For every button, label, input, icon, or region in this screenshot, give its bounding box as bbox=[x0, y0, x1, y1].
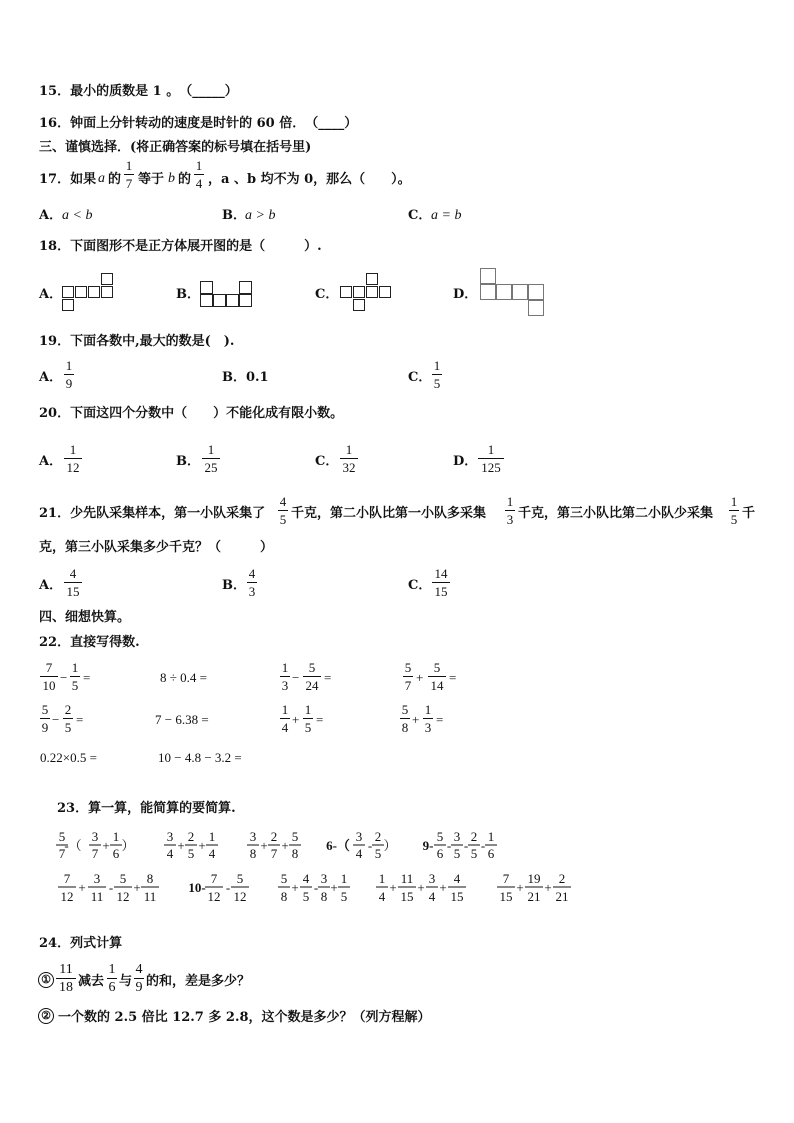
q20-option-d-fraction: 1 125 bbox=[478, 442, 504, 475]
svg-text:+: + bbox=[133, 880, 141, 895]
svg-text:7: 7 bbox=[502, 871, 510, 886]
svg-text:5: 5 bbox=[470, 846, 478, 861]
q20-option-a: A． bbox=[39, 454, 63, 469]
q20-option-b-fraction: 1 25 bbox=[202, 442, 220, 475]
svg-text:7: 7 bbox=[270, 846, 278, 861]
q17-text: 等于 bbox=[138, 172, 165, 187]
q19-option-b: B．0.1 bbox=[222, 370, 269, 385]
q17-option-c-value: a = b bbox=[431, 208, 462, 223]
svg-text:7: 7 bbox=[210, 871, 218, 886]
q17-var-a: a bbox=[98, 171, 105, 186]
svg-text:6-（: 6-（ bbox=[326, 838, 350, 853]
svg-text:7: 7 bbox=[58, 846, 66, 861]
q17-option-a: A． bbox=[39, 208, 63, 223]
q21-option-b-fraction: 4 3 bbox=[248, 566, 256, 599]
q21-option-a: A． bbox=[39, 578, 63, 593]
q21-fraction-2: 1 3 bbox=[506, 494, 514, 527]
svg-text:3: 3 bbox=[320, 871, 328, 886]
q22-e4-op: + bbox=[416, 670, 424, 685]
svg-text:3: 3 bbox=[249, 829, 257, 844]
svg-text:5: 5 bbox=[280, 871, 288, 886]
svg-text:7: 7 bbox=[91, 846, 99, 861]
q22-e3-eq: = bbox=[324, 670, 332, 685]
q22-e3-frac-a: 1 3 bbox=[281, 660, 289, 693]
question-22: 22．直接写得数. bbox=[39, 635, 140, 650]
q21-fraction-1: 4 5 bbox=[279, 494, 287, 527]
q21-option-a-fraction: 4 15 bbox=[64, 566, 82, 599]
svg-text:5: 5 bbox=[236, 871, 244, 886]
q20-option-d: D． bbox=[453, 454, 478, 469]
svg-text:5: 5 bbox=[58, 829, 66, 844]
q22-e4-frac-b: 5 14 bbox=[428, 660, 446, 693]
question-21-text: 千 bbox=[742, 506, 756, 521]
svg-text:12: 12 bbox=[116, 889, 130, 904]
svg-text:1: 1 bbox=[112, 829, 120, 844]
question-21: 21．少先队采集样本，第一小队采集了 bbox=[39, 506, 266, 521]
svg-text:3: 3 bbox=[453, 829, 461, 844]
svg-text:8: 8 bbox=[280, 889, 288, 904]
q24-item-1-text: 减去 bbox=[78, 974, 105, 989]
svg-text:5: 5 bbox=[340, 889, 348, 904]
q17-fraction-1: 1 7 bbox=[125, 158, 133, 191]
q24-item-1-text: 的和，差是多少？ bbox=[146, 974, 251, 989]
q22-e5-frac-b: 2 5 bbox=[64, 702, 72, 735]
q21-option-c-fraction: 14 15 bbox=[432, 566, 450, 599]
svg-text:8: 8 bbox=[146, 871, 154, 886]
svg-text:4: 4 bbox=[355, 846, 363, 861]
q22-e8-frac-a: 5 8 bbox=[401, 702, 409, 735]
q21-option-c: C． bbox=[408, 578, 432, 593]
svg-text:+: + bbox=[330, 880, 338, 895]
svg-text:3: 3 bbox=[355, 829, 363, 844]
q22-e5-frac-a: 5 9 bbox=[41, 702, 49, 735]
q24-frac-2: 1 6 bbox=[108, 962, 116, 995]
svg-text:4: 4 bbox=[428, 889, 436, 904]
q22-e7-op: + bbox=[292, 712, 300, 727]
svg-text:15: 15 bbox=[450, 889, 464, 904]
svg-text:2: 2 bbox=[270, 829, 278, 844]
question-21-line2: 克，第三小队采集多少千克？（ ） bbox=[39, 540, 274, 555]
svg-text:15: 15 bbox=[400, 889, 414, 904]
q17-text: ，a 、b 均不为 0，那么（ ）。 bbox=[208, 172, 411, 187]
svg-text:6: 6 bbox=[487, 846, 495, 861]
svg-text:21: 21 bbox=[527, 889, 541, 904]
q24-item-1-text: 与 bbox=[119, 974, 133, 989]
question-17-pre: 17．如果 bbox=[39, 172, 97, 187]
q22-e1-op: − bbox=[60, 670, 68, 685]
q22-e1-eq: = bbox=[83, 670, 91, 685]
svg-text:6: 6 bbox=[436, 846, 444, 861]
svg-text:8: 8 bbox=[291, 846, 299, 861]
q22-e3-op: − bbox=[292, 670, 300, 685]
svg-text:19: 19 bbox=[527, 871, 541, 886]
svg-text:4: 4 bbox=[378, 889, 386, 904]
svg-text:-: - bbox=[446, 838, 452, 853]
section-3-heading: 三、谨慎选择．(将正确答案的标号填在括号里) bbox=[39, 140, 312, 155]
svg-text:5: 5 bbox=[187, 846, 195, 861]
svg-text:2: 2 bbox=[558, 871, 566, 886]
q18-option-b: B． bbox=[176, 287, 200, 302]
q24-frac-3: 4 9 bbox=[135, 962, 143, 995]
q21-fraction-3: 1 5 bbox=[730, 494, 738, 527]
q18-option-a: A． bbox=[39, 287, 63, 302]
svg-text:3: 3 bbox=[428, 871, 436, 886]
q19-option-c-fraction: 1 5 bbox=[433, 358, 441, 391]
q19-option-a: A． bbox=[39, 370, 63, 385]
svg-text:5: 5 bbox=[119, 871, 127, 886]
q18-option-c: C． bbox=[315, 287, 339, 302]
svg-text:-: - bbox=[367, 838, 373, 853]
svg-text:1: 1 bbox=[378, 871, 386, 886]
q22-e8-frac-b: 1 3 bbox=[424, 702, 432, 735]
section-4-heading: 四、细想快算。 bbox=[39, 610, 131, 625]
svg-text:+: + bbox=[281, 838, 289, 853]
svg-text:3: 3 bbox=[91, 829, 99, 844]
svg-text:-（: -（ bbox=[64, 838, 82, 853]
svg-text:11: 11 bbox=[143, 889, 157, 904]
q22-e8-eq: = bbox=[436, 712, 444, 727]
q17-option-a-value: a < b bbox=[62, 208, 93, 223]
svg-text:+: + bbox=[417, 880, 425, 895]
svg-text:+: + bbox=[260, 838, 268, 853]
svg-text:4: 4 bbox=[302, 871, 310, 886]
q24-frac-1: 11 18 bbox=[56, 962, 76, 995]
q22-e1-frac-b: 1 5 bbox=[71, 660, 79, 693]
svg-text:+: + bbox=[78, 880, 86, 895]
q22-e1-frac-a: 7 10 bbox=[40, 660, 58, 693]
svg-text:11: 11 bbox=[400, 871, 414, 886]
svg-text:+: + bbox=[198, 838, 206, 853]
q20-option-a-fraction: 1 12 bbox=[64, 442, 82, 475]
svg-text:-: - bbox=[313, 880, 319, 895]
svg-text:5: 5 bbox=[436, 829, 444, 844]
question-21-text: 千克，第二小队比第一小队多采集 bbox=[291, 506, 487, 521]
svg-text:-: - bbox=[225, 880, 231, 895]
q20-option-c-fraction: 1 32 bbox=[340, 442, 358, 475]
svg-text:5: 5 bbox=[302, 889, 310, 904]
svg-text:6: 6 bbox=[112, 846, 120, 861]
q17-option-b: B． bbox=[222, 208, 246, 223]
q20-option-b: B． bbox=[176, 454, 200, 469]
svg-text:12: 12 bbox=[233, 889, 247, 904]
svg-text:）: ） bbox=[121, 838, 135, 853]
svg-text:+: + bbox=[291, 880, 299, 895]
svg-text:）: ） bbox=[383, 838, 397, 853]
q22-e2: 8 ÷ 0.4 = bbox=[160, 670, 207, 685]
svg-text:+: + bbox=[102, 838, 110, 853]
svg-text:+: + bbox=[439, 880, 447, 895]
svg-text:2: 2 bbox=[374, 829, 382, 844]
svg-text:12: 12 bbox=[207, 889, 221, 904]
question-16: 16．钟面上分针转动的速度是时针的 60 倍． （____） bbox=[39, 116, 358, 131]
svg-text:-: - bbox=[480, 838, 486, 853]
svg-text:4: 4 bbox=[208, 846, 216, 861]
svg-text:3: 3 bbox=[93, 871, 101, 886]
q22-e8-op: + bbox=[412, 712, 420, 727]
svg-text:12: 12 bbox=[60, 889, 74, 904]
svg-text:7: 7 bbox=[63, 871, 71, 886]
q22-e3-frac-b: 5 24 bbox=[303, 660, 321, 693]
svg-text:+: + bbox=[516, 880, 524, 895]
svg-text:5: 5 bbox=[453, 846, 461, 861]
q22-e5-op: − bbox=[52, 712, 60, 727]
question-21-text: 千克，第三小队比第二小队少采集 bbox=[518, 506, 714, 521]
q22-e4-eq: = bbox=[449, 670, 457, 685]
svg-text:2: 2 bbox=[187, 829, 195, 844]
svg-text:-: - bbox=[108, 880, 114, 895]
q19-option-a-fraction: 1 9 bbox=[65, 358, 73, 391]
q20-option-c: C． bbox=[315, 454, 339, 469]
question-15: 15．最小的质数是 1 。 （_____） bbox=[39, 84, 238, 99]
svg-text:+: + bbox=[544, 880, 552, 895]
svg-text:9-: 9- bbox=[422, 838, 434, 853]
svg-text:5: 5 bbox=[374, 846, 382, 861]
svg-text:+: + bbox=[177, 838, 185, 853]
question-24: 24．列式计算 bbox=[39, 936, 123, 951]
q22-e6: 7 − 6.38 = bbox=[155, 712, 209, 727]
svg-text:5: 5 bbox=[291, 829, 299, 844]
svg-text:1: 1 bbox=[487, 829, 495, 844]
q22-e4-frac-a: 5 7 bbox=[404, 660, 412, 693]
question-18: 18．下面图形不是正方体展开图的是（ ）. bbox=[39, 239, 322, 254]
q22-e7-eq: = bbox=[316, 712, 324, 727]
svg-text:3: 3 bbox=[166, 829, 174, 844]
q22-e7-frac-a: 1 4 bbox=[281, 702, 289, 735]
q17-fraction-2: 1 4 bbox=[195, 158, 203, 191]
svg-text:1: 1 bbox=[208, 829, 216, 844]
q24-item-2-text: 一个数的 2.5 倍比 12.7 多 2.8，这个数是多少？（列方程解） bbox=[58, 1010, 431, 1025]
q22-e5-eq: = bbox=[76, 712, 84, 727]
question-20: 20．下面这四个分数中（ ）不能化成有限小数。 bbox=[39, 406, 344, 421]
svg-text:+: + bbox=[389, 880, 397, 895]
q22-e9: 0.22×0.5 = bbox=[40, 750, 97, 765]
question-23: 23．算一算，能简算的要简算. bbox=[57, 801, 236, 816]
q24-item-1-marker: ① bbox=[38, 972, 55, 988]
q19-option-c: C． bbox=[408, 370, 432, 385]
svg-text:10-: 10- bbox=[188, 880, 206, 895]
q22-e10: 10 − 4.8 − 3.2 = bbox=[158, 750, 242, 765]
svg-text:1: 1 bbox=[340, 871, 348, 886]
q23-expressions bbox=[40, 825, 600, 910]
svg-text:-: - bbox=[463, 838, 469, 853]
q17-option-b-value: a > b bbox=[245, 208, 276, 223]
svg-text:21: 21 bbox=[555, 889, 569, 904]
q22-e7-frac-b: 1 5 bbox=[304, 702, 312, 735]
svg-text:15: 15 bbox=[499, 889, 513, 904]
q17-text: 的 bbox=[108, 172, 122, 187]
svg-text:4: 4 bbox=[166, 846, 174, 861]
svg-text:11: 11 bbox=[90, 889, 104, 904]
q21-option-b: B． bbox=[222, 578, 246, 593]
q17-var-b: b bbox=[168, 171, 175, 186]
svg-text:8: 8 bbox=[320, 889, 328, 904]
svg-text:8: 8 bbox=[249, 846, 257, 861]
q17-option-c: C． bbox=[408, 208, 432, 223]
q17-text: 的 bbox=[178, 172, 192, 187]
question-19: 19．下面各数中,最大的数是( ). bbox=[39, 334, 235, 349]
svg-text:4: 4 bbox=[453, 871, 461, 886]
svg-text:2: 2 bbox=[470, 829, 478, 844]
q18-option-d: D． bbox=[453, 287, 478, 302]
q24-item-2-marker: ② bbox=[38, 1008, 55, 1024]
